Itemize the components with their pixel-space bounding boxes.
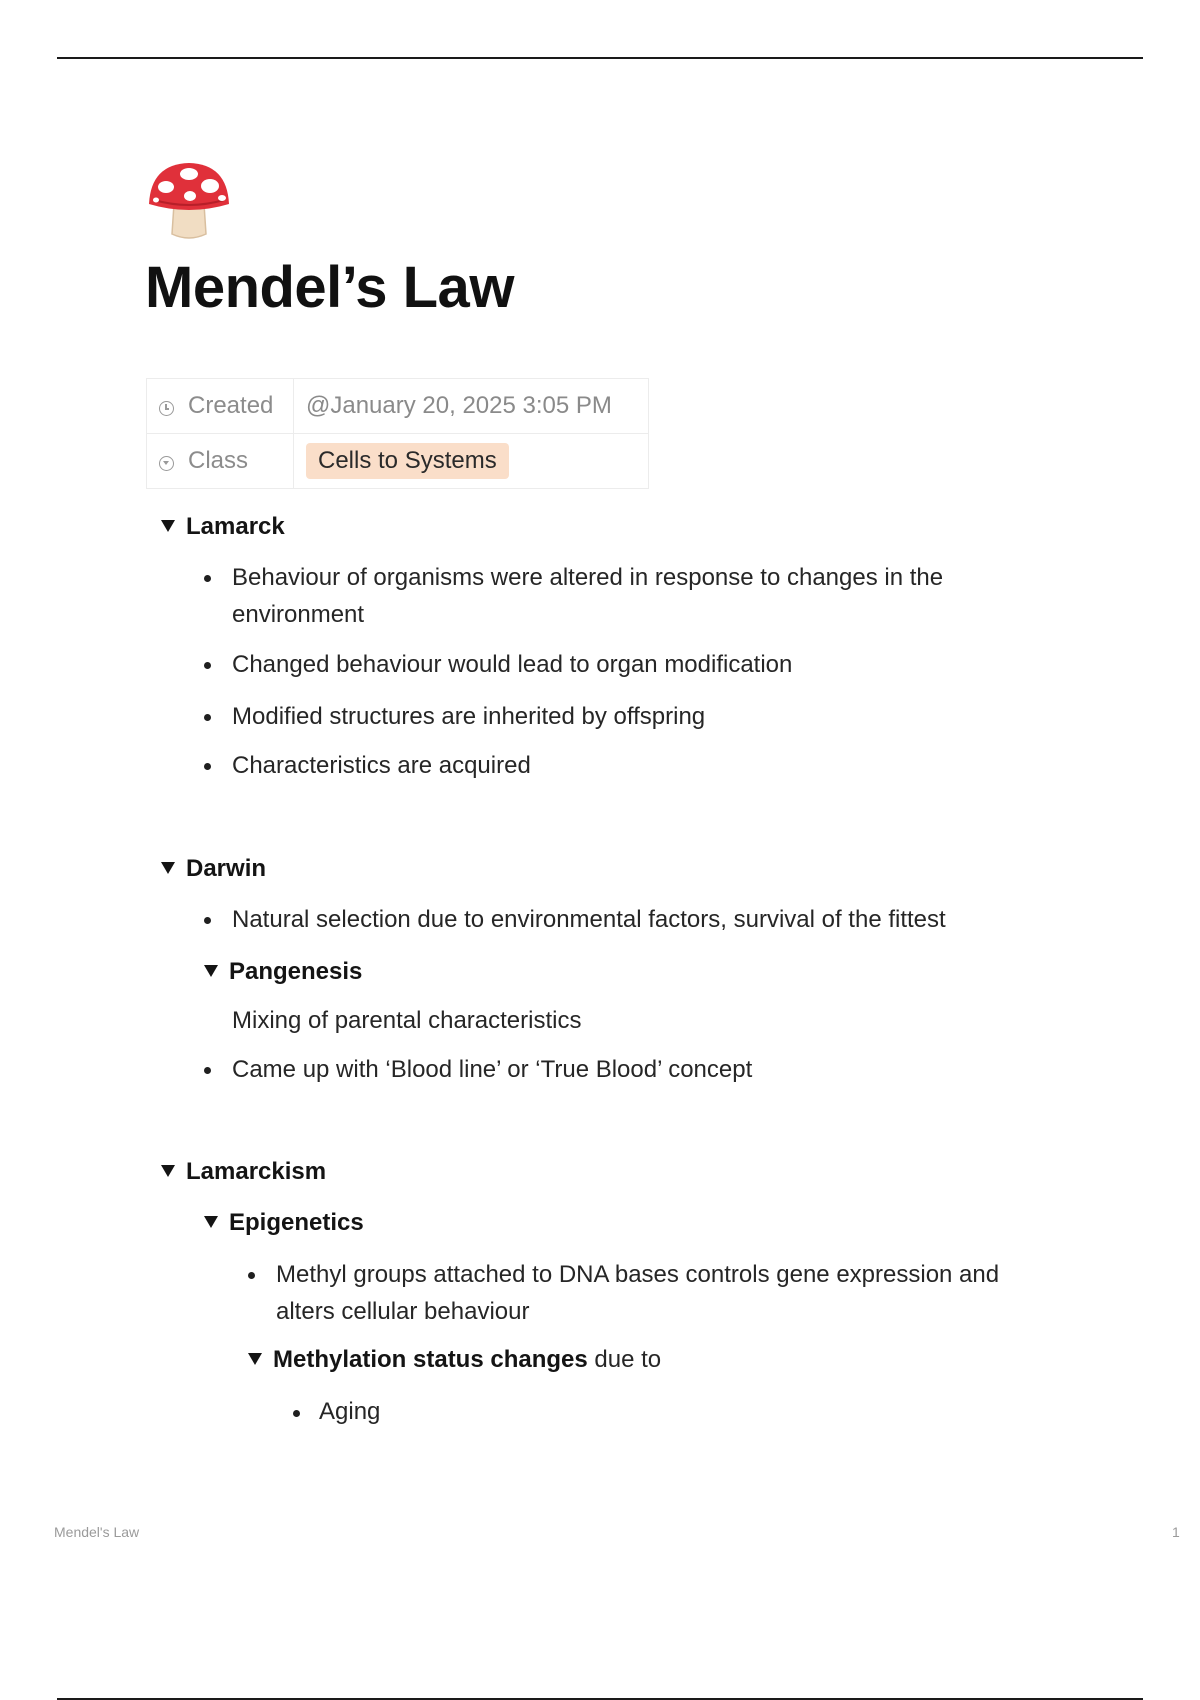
list-item: Came up with ‘Blood line’ or ‘True Blood’ concept (232, 1056, 753, 1083)
property-label-created: Created (188, 392, 274, 419)
select-icon (159, 456, 174, 471)
list-item: Natural selection due to environmental factors, survival of the fittest (232, 906, 946, 933)
page-title: Mendel’s Law (145, 255, 514, 320)
toggle-heading: Darwin (186, 855, 267, 882)
bullet-icon (204, 662, 211, 669)
toggle-heading: Epigenetics (229, 1209, 364, 1236)
list-item-continuation: alters cellular behaviour (276, 1298, 530, 1325)
toggle-triangle-icon[interactable] (161, 520, 175, 532)
top-rule (57, 57, 1143, 59)
bullet-icon (293, 1410, 300, 1417)
class-tag[interactable]: Cells to Systems (306, 443, 509, 479)
bullet-icon (204, 1067, 211, 1074)
toggle-triangle-icon[interactable] (204, 1216, 218, 1228)
class-value-cell[interactable] (294, 434, 649, 489)
properties-table (146, 378, 649, 489)
bullet-icon (204, 714, 211, 721)
toggle-heading: Lamarckism (186, 1158, 327, 1185)
property-label-class: Class (188, 447, 249, 474)
list-item: Aging (319, 1398, 381, 1425)
toggle-heading: Pangenesis (229, 958, 363, 985)
toggle-lamarck[interactable] (161, 508, 285, 545)
toggle-triangle-icon[interactable] (161, 1165, 175, 1177)
list-item-continuation: environment (232, 601, 365, 628)
bullet-icon (204, 763, 211, 770)
footer-page-number: 1 (1172, 1524, 1180, 1540)
toggle-darwin[interactable] (161, 850, 266, 887)
property-key-class (147, 434, 294, 489)
bullet-icon (204, 575, 211, 582)
mushroom-icon[interactable] (146, 160, 232, 242)
toggle-lamarckism[interactable] (161, 1153, 326, 1190)
list-item: Modified structures are inherited by offspring (232, 703, 706, 730)
toggle-heading: Lamarck (186, 513, 285, 540)
list-item: Behaviour of organisms were altered in response to changes in the (232, 564, 944, 591)
toggle-triangle-icon[interactable] (204, 965, 218, 977)
toggle-epigenetics[interactable] (204, 1204, 364, 1241)
list-item: Methyl groups attached to DNA bases controls gene expression and (276, 1261, 1000, 1288)
toggle-heading-suffix: due to (587, 1346, 662, 1373)
property-row-created (147, 379, 649, 434)
toggle-body-text: Mixing of parental characteristics (232, 1007, 582, 1034)
toggle-triangle-icon[interactable] (161, 862, 175, 874)
bullet-icon (204, 917, 211, 924)
toggle-methylation[interactable] (248, 1341, 661, 1378)
property-key-created (147, 379, 294, 434)
clock-icon (159, 401, 174, 416)
list-item: Characteristics are acquired (232, 752, 531, 779)
toggle-pangenesis[interactable] (204, 953, 362, 990)
toggle-triangle-icon[interactable] (248, 1353, 262, 1365)
list-item: Changed behaviour would lead to organ modification (232, 651, 793, 678)
bullet-icon (248, 1272, 255, 1279)
property-row-class (147, 434, 649, 489)
created-date-value[interactable]: @January 20, 2025 3:05 PM (294, 379, 649, 434)
footer-doc-name: Mendel's Law (54, 1524, 140, 1540)
toggle-heading: Methylation status changes (273, 1346, 588, 1373)
